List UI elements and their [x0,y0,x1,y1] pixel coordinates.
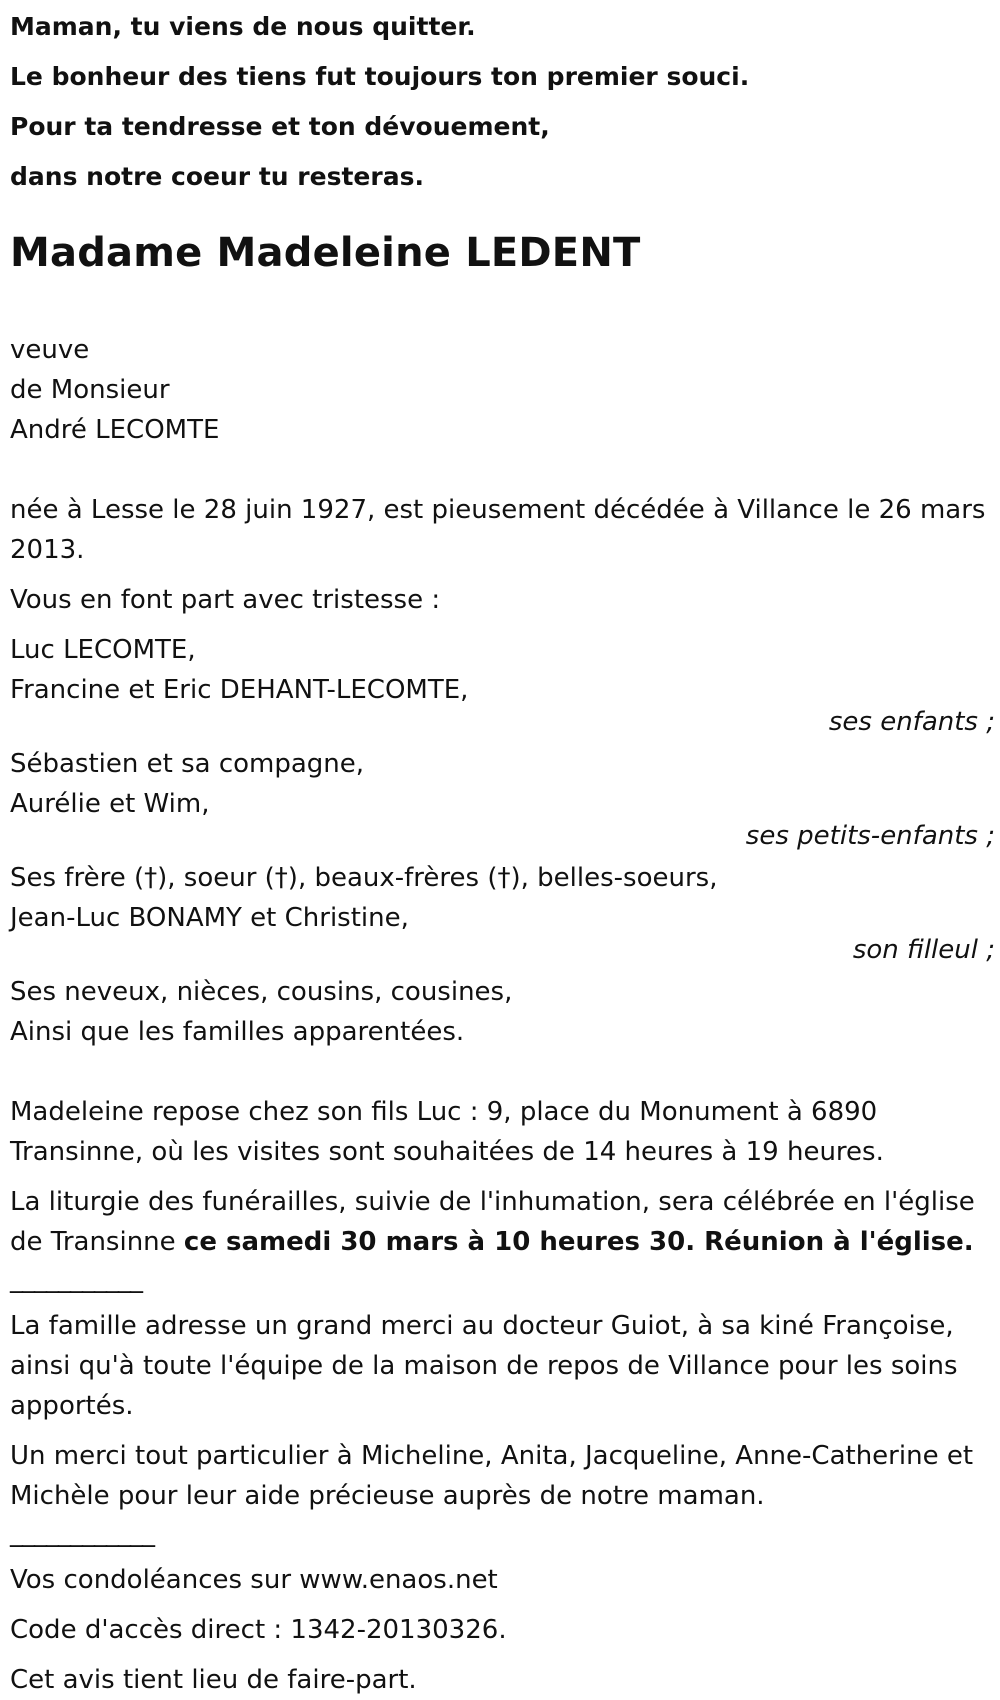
family-member: Francine et Eric DEHANT-LECOMTE, [10,675,469,705]
status-line: André LECOMTE [10,415,220,445]
family-group-extended [10,972,995,1052]
poem [10,2,995,202]
poem-line: dans notre coeur tu resteras. [10,162,424,191]
family-member: Aurélie et Wim, [10,789,210,819]
liturgy-highlight: ce samedi 30 mars à 10 heures 30. Réunion à l'église. [183,1227,974,1257]
condolences-info: Vos condoléances sur www.enaos.net [10,1565,498,1595]
obituary-notice [10,0,995,1700]
liturgy-info [10,1182,995,1262]
liturgy-text: La liturgie des funérailles, suivie de l'inhumation, sera célébrée en l'église de Transinne [10,1187,975,1257]
repose-info: Madeleine repose chez son fils Luc : 9, place du Monument à 6890 Transinne, où les visites sont souhaitées de 14 heures à 19 heures. [10,1097,884,1167]
birth-death-statement: née à Lesse le 28 juin 1927, est pieusement décédée à Villance le 26 mars 2013. [10,495,986,565]
status-line: de Monsieur [10,375,170,405]
family-member: Jean-Luc BONAMY et Christine, [10,903,409,933]
separator: ____________ [10,1518,154,1548]
family-member: Ainsi que les familles apparentées. [10,1017,465,1047]
thanks-paragraph: La famille adresse un grand merci au docteur Guiot, à sa kiné Françoise, ainsi qu'à toute l'équipe de la maison de repos de Villance pour les soins apportés. [10,1311,958,1421]
announcement-intro: Vous en font part avec tristesse : [10,585,441,615]
family-member: Luc LECOMTE, [10,635,196,665]
widow-status [10,330,995,450]
notice-statement: Cet avis tient lieu de faire-part. [10,1665,417,1695]
family-member: Ses frère (†), soeur (†), beaux-frères (†), belles-soeurs, [10,863,718,893]
poem-line: Maman, tu viens de nous quitter. [10,12,476,41]
access-code: Code d'accès direct : 1342-20130326. [10,1615,507,1645]
poem-line: Le bonheur des tiens fut toujours ton premier souci. [10,62,750,91]
thanks-paragraph: Un merci tout particulier à Micheline, Anita, Jacqueline, Anne-Catherine et Michèle pour leur aide précieuse auprès de notre maman. [10,1441,974,1511]
relation-label: son filleul ; [852,935,995,965]
family-member: Ses neveux, nièces, cousins, cousines, [10,977,513,1007]
separator: ___________ [10,1264,142,1294]
deceased-name: Madame Madeleine LEDENT [10,230,641,276]
poem-line: Pour ta tendresse et ton dévouement, [10,112,550,141]
family-group-grandchildren [10,744,995,851]
relation-label: ses petits-enfants ; [745,821,995,851]
relation-label: ses enfants ; [828,707,995,737]
family-group-godson [10,858,995,965]
family-group-children [10,630,995,737]
status-line: veuve [10,335,90,365]
family-member: Sébastien et sa compagne, [10,749,365,779]
